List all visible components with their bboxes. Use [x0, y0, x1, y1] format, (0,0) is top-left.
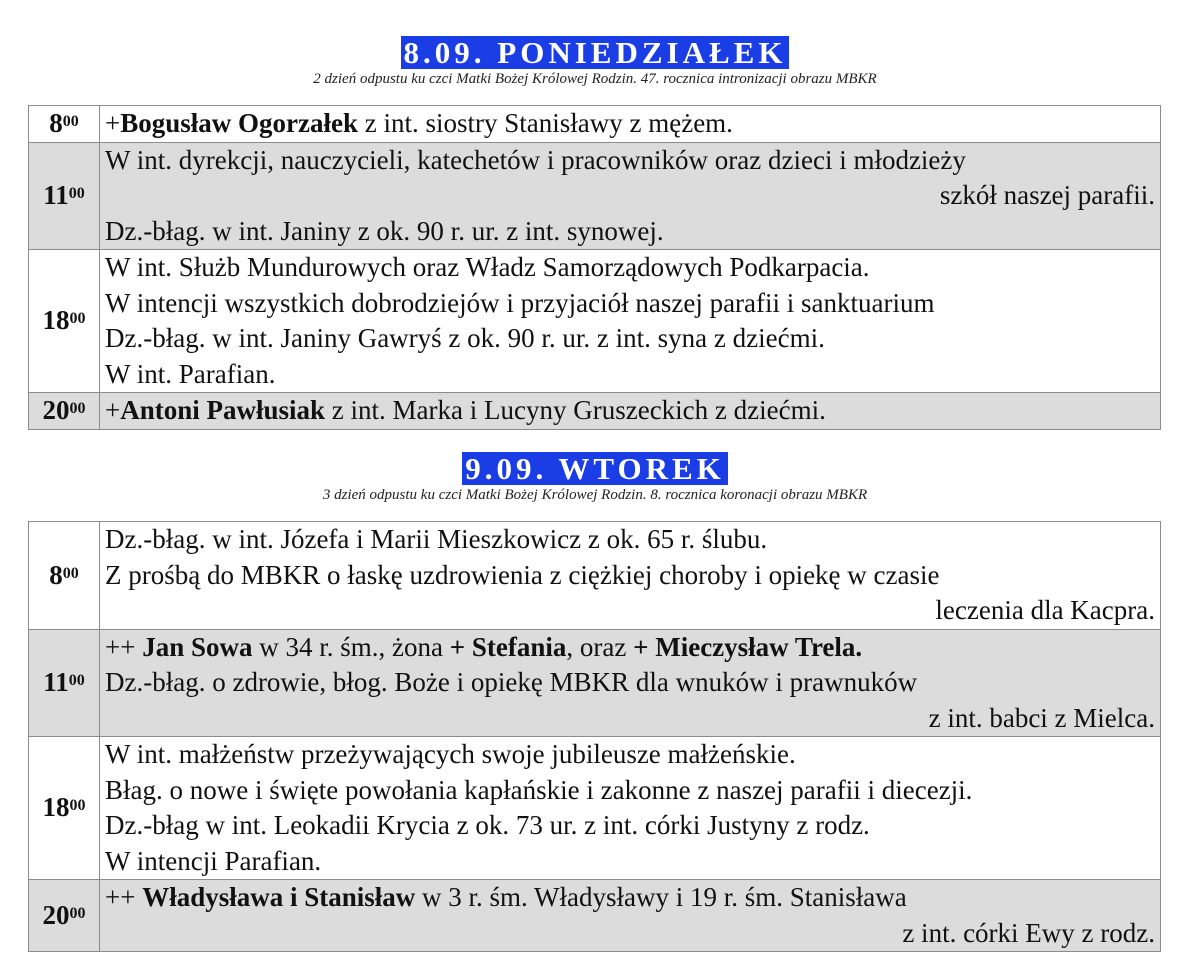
mass-time: $18^{00}$ [29, 737, 100, 880]
mass-intentions: W int. Służb Mundurowych oraz Władz Samorządowych Podkarpacia. W intencji wszystkich dobrodziejów i przyjaciół naszej parafii i sanktuarium Dz.-błag. w int. Janiny Gawryś z ok. 90 r. ur. z int. syna z dziećmi. W int. Parafian. [100, 250, 1161, 393]
mass-intentions: W int. dyrekcji, nauczycieli, katechetów i pracowników oraz dzieci i młodzieży szkół naszej parafii. Dz.-błag. w int. Janiny z ok. 90 r. ur. z int. synowej. [100, 142, 1161, 250]
mass-time: $18^{00}$ [29, 250, 100, 393]
mass-intentions: W int. małżeństw przeżywających swoje jubileusze małżeńskie. Błag. o nowe i święte powołania kapłańskie i zakonne z naszej parafii i diecezji. Dz.-błag w int. Leokadii Krycia z ok. 73 ur. z int. córki Justyny z rodz. W intencji Parafian. [100, 737, 1161, 880]
day-title: 8.09. PONIEDZIAŁEK [401, 36, 790, 69]
mass-row [29, 106, 1161, 143]
day-monday [0, 36, 1190, 88]
mass-time: $20^{00}$ [29, 393, 100, 430]
mass-row [29, 393, 1161, 430]
mass-time: $8^{00}$ [29, 106, 100, 143]
mass-row [29, 142, 1161, 250]
day-header [0, 452, 1190, 504]
mass-row [29, 880, 1161, 952]
mass-intentions: ++ Jan Sowa w 34 r. śm., żona + Stefania, oraz + Mieczysław Trela. Dz.-błag. o zdrowie, błog. Boże i opiekę MBKR dla wnuków i prawnuków z int. babci z Mielca. [100, 629, 1161, 737]
mass-intentions: +Antoni Pawłusiak z int. Marka i Lucyny Gruszeckich z dziećmi. [100, 393, 1161, 430]
schedule-table-tuesday [28, 521, 1161, 952]
day-tuesday [0, 452, 1190, 504]
mass-time: $11^{00}$ [29, 142, 100, 250]
mass-row [29, 522, 1161, 630]
day-subtitle: 2 dzień odpustu ku czci Matki Bożej Królowej Rodzin. 47. rocznica intronizacji obrazu MBKR [313, 71, 877, 87]
day-header [0, 36, 1190, 88]
mass-row [29, 250, 1161, 393]
day-title: 9.09. WTOREK [462, 452, 728, 485]
day-subtitle: 3 dzień odpustu ku czci Matki Bożej Królowej Rodzin. 8. rocznica koronacji obrazu MBKR [322, 487, 868, 503]
mass-time: $20^{00}$ [29, 880, 100, 952]
mass-intentions: +Bogusław Ogorzałek z int. siostry Stanisławy z mężem. [100, 106, 1161, 143]
mass-row [29, 629, 1161, 737]
mass-intentions: ++ Władysława i Stanisław w 3 r. śm. Władysławy i 19 r. śm. Stanisława z int. córki Ewy z rodz. [100, 880, 1161, 952]
mass-time: $8^{00}$ [29, 522, 100, 630]
mass-intentions: Dz.-błag. w int. Józefa i Marii Mieszkowicz z ok. 65 r. ślubu. Z prośbą do MBKR o łaskę uzdrowienia z ciężkiej choroby i opiekę w czasie leczenia dla Kacpra. [100, 522, 1161, 630]
schedule-table-monday [28, 105, 1161, 430]
mass-row [29, 737, 1161, 880]
mass-time: $11^{00}$ [29, 629, 100, 737]
